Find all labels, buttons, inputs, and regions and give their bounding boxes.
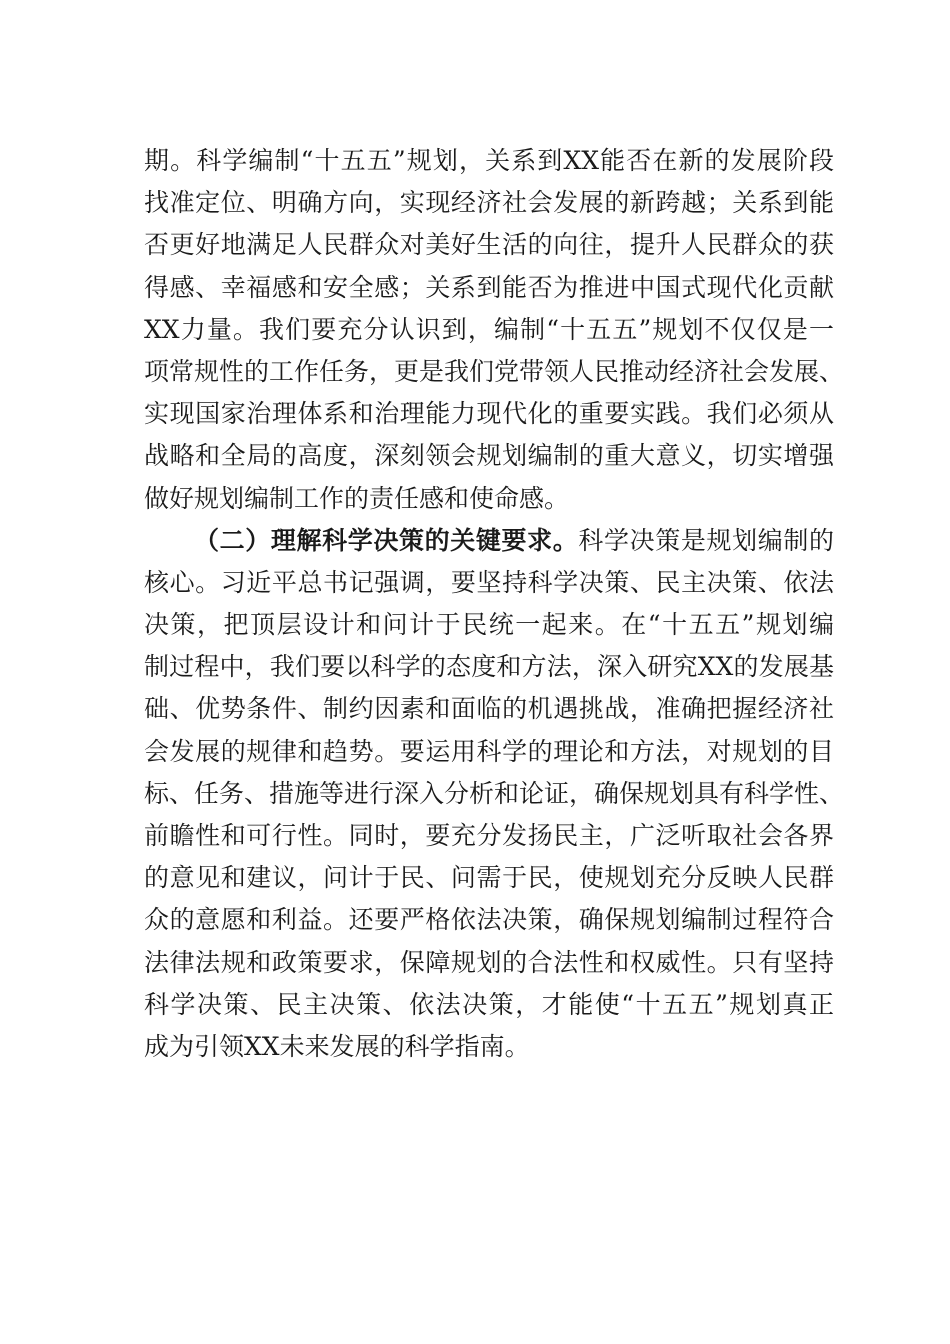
text-line: 的意见和建议，问计于民、问需于民，使规划充分反映人民群 bbox=[144, 863, 834, 893]
text-line: 会发展的规律和趋势。要运用科学的理论和方法，对规划的目 bbox=[144, 736, 834, 766]
paragraph-scientific-decision bbox=[144, 520, 845, 1068]
text-line: 成为引领XX未来发展的科学指南。 bbox=[144, 1031, 530, 1061]
text-line: 核心。习近平总书记强调，要坚持科学决策、民主决策、依法 bbox=[144, 567, 834, 597]
text-line: 标、任务、措施等进行深入分析和论证，确保规划具有科学性、 bbox=[144, 778, 845, 808]
text-line: 项常规性的工作任务，更是我们党带领人民推动经济社会发展、 bbox=[144, 356, 845, 386]
text-line: 制过程中，我们要以科学的态度和方法，深入研究XX的发展基 bbox=[144, 652, 834, 682]
text-line: XX力量。我们要充分认识到，编制“十五五”规划不仅仅是一 bbox=[144, 314, 834, 344]
paragraph-first-line bbox=[144, 520, 834, 562]
text-line: 期。科学编制“十五五”规划，关系到XX能否在新的发展阶段 bbox=[144, 146, 834, 175]
text-line: 决策，把顶层设计和问计于民统一起来。在“十五五”规划编 bbox=[144, 610, 834, 640]
text-line: 实现国家治理体系和治理能力现代化的重要实践。我们必须从 bbox=[144, 399, 834, 429]
document-body bbox=[144, 140, 845, 1068]
text-line: 做好规划编制工作的责任感和使命感。 bbox=[144, 483, 570, 513]
text-line: 得感、幸福感和安全感；关系到能否为推进中国式现代化贡献 bbox=[144, 272, 834, 302]
text-line: 前瞻性和可行性。同时，要充分发扬民主，广泛听取社会各界 bbox=[144, 821, 834, 850]
text-line: 战略和全局的高度，深刻领会规划编制的重大意义，切实增强 bbox=[144, 441, 834, 471]
text-line: 科学决策、民主决策、依法决策，才能使“十五五”规划真正 bbox=[144, 989, 834, 1019]
text-line: 法律法规和政策要求，保障规划的合法性和权威性。只有坚持 bbox=[144, 947, 834, 977]
text-line: 找准定位、明确方向，实现经济社会发展的新跨越；关系到能 bbox=[144, 188, 834, 218]
paragraph-significance bbox=[144, 140, 845, 520]
text-line: 础、优势条件、制约因素和面临的机遇挑战，准确把握经济社 bbox=[144, 694, 834, 724]
text-line: 众的意愿和利益。还要严格依法决策，确保规划编制过程符合 bbox=[144, 905, 834, 935]
text-line: 否更好地满足人民群众对美好生活的向往，提升人民群众的获 bbox=[144, 230, 834, 260]
text-run: 科学决策是规划编制的 bbox=[578, 525, 834, 555]
section-heading: （二）理解科学决策的关键要求。 bbox=[194, 525, 579, 555]
